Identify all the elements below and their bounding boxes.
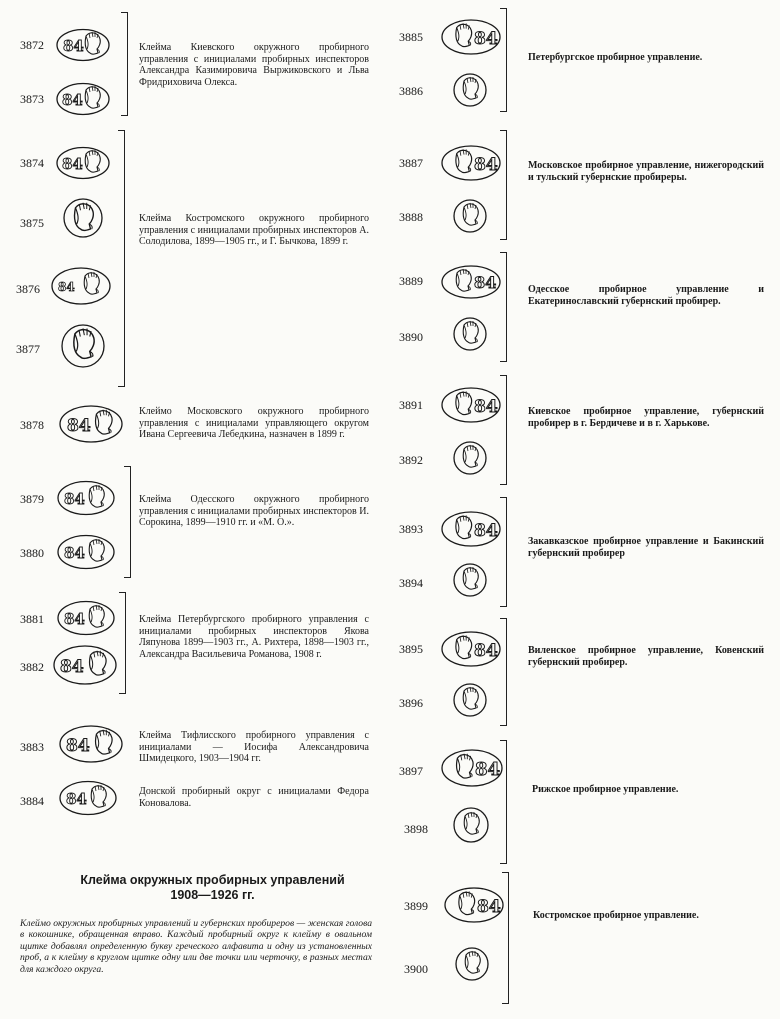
group-description: Клейма Петербургского пробирного управления с инициалами пробирных инспекторов Якова Ляпунова 1899—1903 гг., А. Рихтера, 1898—1903 гг., Александра Васильевича Романова, 1908 г. (139, 614, 369, 660)
hallmark-oval-stamp (56, 480, 116, 516)
mark-number: 3891 (399, 398, 423, 412)
group-description: Клейма Костромского окружного пробирного управления с инициалами пробирных инспекторов А. Солодилова, 1899—1905 гг., и Г. Бычкова, 1899 г. (139, 213, 369, 248)
hallmark-round-stamp (452, 440, 488, 476)
hallmark-oval-stamp (55, 82, 111, 116)
section-title-line2: 1908—1926 гг. (170, 888, 255, 902)
mark-digits: 84 (67, 416, 91, 436)
hallmark-round-stamp (60, 323, 106, 369)
mark-number: 3880 (20, 546, 44, 560)
bracket (121, 12, 128, 116)
bracket (500, 8, 507, 112)
group-description: Одесское пробирное управление и Екатеринославский губернский пробирер. (528, 284, 764, 307)
mark-number: 3873 (20, 92, 44, 106)
bracket (124, 466, 131, 578)
hallmark-oval-stamp (440, 386, 502, 424)
mark-number: 3881 (20, 612, 44, 626)
mark-number: 3898 (404, 822, 428, 836)
hallmark-oval-stamp (55, 146, 111, 180)
hallmark-oval-stamp (58, 724, 124, 764)
mark-digits: 84 (66, 790, 87, 808)
group-description: Донской пробирный округ с инициалами Федора Коновалова. (139, 786, 369, 809)
mark-number: 3884 (20, 794, 44, 808)
group-description: Клейма Тифлисского пробирного управления с инициалами — Иосифа Александровича Шмидецкого, 1903—1904 гг. (139, 730, 369, 765)
mark-digits: 84 (475, 759, 501, 780)
group-description: Рижское пробирное управление. (532, 784, 679, 795)
mark-number: 3900 (404, 962, 428, 976)
hallmark-oval-stamp (440, 18, 502, 56)
mark-number: 3874 (20, 156, 44, 170)
mark-number: 3892 (399, 453, 423, 467)
bracket (500, 497, 507, 607)
mark-number: 3899 (404, 899, 428, 913)
mark-number: 3876 (16, 282, 40, 296)
hallmark-round-stamp (452, 562, 488, 598)
group-description: Московское пробирное управление, нижегородский и тульский губернские пробиреры. (528, 160, 764, 183)
mark-number: 3894 (399, 576, 423, 590)
section-title (40, 873, 385, 903)
hallmark-oval-stamp (440, 630, 502, 668)
mark-number: 3882 (20, 660, 44, 674)
mark-number: 3890 (399, 330, 423, 344)
group-description: Клейма Киевского окружного пробирного управления с инициалами пробирных инспекторов Александра Казимировича Выржиковского и Льва Фридриховича Олекса. (139, 42, 369, 88)
group-description: Киевское пробирное управление, губернский пробирер в г. Бердичеве и в г. Харькове. (528, 406, 764, 429)
mark-digits: 84 (64, 544, 85, 562)
mark-number: 3896 (399, 696, 423, 710)
mark-digits: 84 (58, 280, 75, 294)
hallmark-oval-stamp (440, 510, 502, 548)
hallmark-oval-stamp (443, 886, 505, 924)
mark-digits: 84 (60, 657, 84, 677)
mark-digits: 84 (64, 610, 85, 628)
mark-number: 3878 (20, 418, 44, 432)
mark-digits: 84 (474, 273, 497, 292)
mark-number: 3897 (399, 764, 423, 778)
mark-number: 3883 (20, 740, 44, 754)
mark-number: 3895 (399, 642, 423, 656)
mark-number: 3886 (399, 84, 423, 98)
hallmark-oval-stamp (55, 28, 111, 62)
bracket (500, 252, 507, 362)
mark-digits: 84 (62, 91, 83, 109)
bracket (500, 740, 507, 864)
group-description: Костромское пробирное управление. (533, 910, 699, 921)
group-description: Клейма Одесского окружного пробирного управления с инициалами пробирных инспекторов И. Сорокина, 1899—1910 гг. и «М. О.». (139, 494, 369, 529)
hallmark-round-stamp (452, 72, 488, 108)
bracket (118, 130, 125, 387)
mark-digits: 84 (63, 37, 84, 55)
mark-digits: 84 (474, 521, 498, 541)
mark-digits: 84 (62, 155, 83, 173)
mark-digits: 84 (474, 641, 498, 661)
hallmark-oval-stamp (440, 264, 502, 300)
mark-digits: 84 (474, 29, 498, 49)
section-title-line1: Клейма окружных пробирных управлений (80, 873, 345, 887)
hallmark-round-stamp (452, 198, 488, 234)
hallmark-oval-stamp (50, 266, 112, 306)
mark-number: 3879 (20, 492, 44, 506)
hallmark-round-stamp (62, 197, 104, 239)
hallmark-round-stamp (452, 682, 488, 718)
bracket (500, 375, 507, 485)
mark-number: 3889 (399, 274, 423, 288)
hallmark-oval-stamp (56, 600, 116, 636)
mark-number: 3887 (399, 156, 423, 170)
mark-number: 3893 (399, 522, 423, 536)
bracket (502, 872, 509, 1004)
hallmark-oval-stamp (440, 748, 504, 788)
hallmark-round-stamp (454, 946, 490, 982)
hallmark-oval-stamp (440, 144, 502, 182)
section-description: Клеймо окружных пробирных управлений и губернских пробиреров — женская голова в кокошнике, обращенная вправо. Каждый пробирный округ к клейму в овальном щитке добавлял определенную букву греческого алфавита и одну из установленных проб, а к клейму в круглом щитке одну или две точки или черточку, в разных местах для каждого округа. (20, 918, 372, 975)
hallmark-round-stamp (452, 806, 490, 844)
hallmark-round-stamp (452, 316, 488, 352)
group-description: Закавказское пробирное управление и Бакинский губернский пробирер (528, 536, 764, 559)
hallmark-oval-stamp (56, 534, 116, 570)
group-description: Виленское пробирное управление, Ковенский губернский пробирер. (528, 645, 764, 668)
group-description: Петербургское пробирное управление. (528, 52, 703, 63)
mark-number: 3877 (16, 342, 40, 356)
bracket (500, 130, 507, 240)
mark-digits: 84 (66, 736, 90, 756)
mark-digits: 84 (477, 897, 501, 917)
mark-digits: 84 (474, 155, 498, 175)
hallmark-oval-stamp (58, 780, 118, 816)
group-description: Клеймо Московского окружного пробирного управления с инициалами управляющего округом Ивана Сергеевича Лебедкина, назначен в 1899 г. (139, 406, 369, 441)
hallmark-oval-stamp (52, 644, 118, 686)
mark-number: 3872 (20, 38, 44, 52)
mark-digits: 84 (64, 490, 85, 508)
bracket (500, 618, 507, 726)
mark-number: 3888 (399, 210, 423, 224)
mark-digits: 84 (474, 397, 498, 417)
mark-number: 3885 (399, 30, 423, 44)
hallmark-oval-stamp (58, 404, 124, 444)
mark-number: 3875 (20, 216, 44, 230)
bracket (119, 592, 126, 694)
